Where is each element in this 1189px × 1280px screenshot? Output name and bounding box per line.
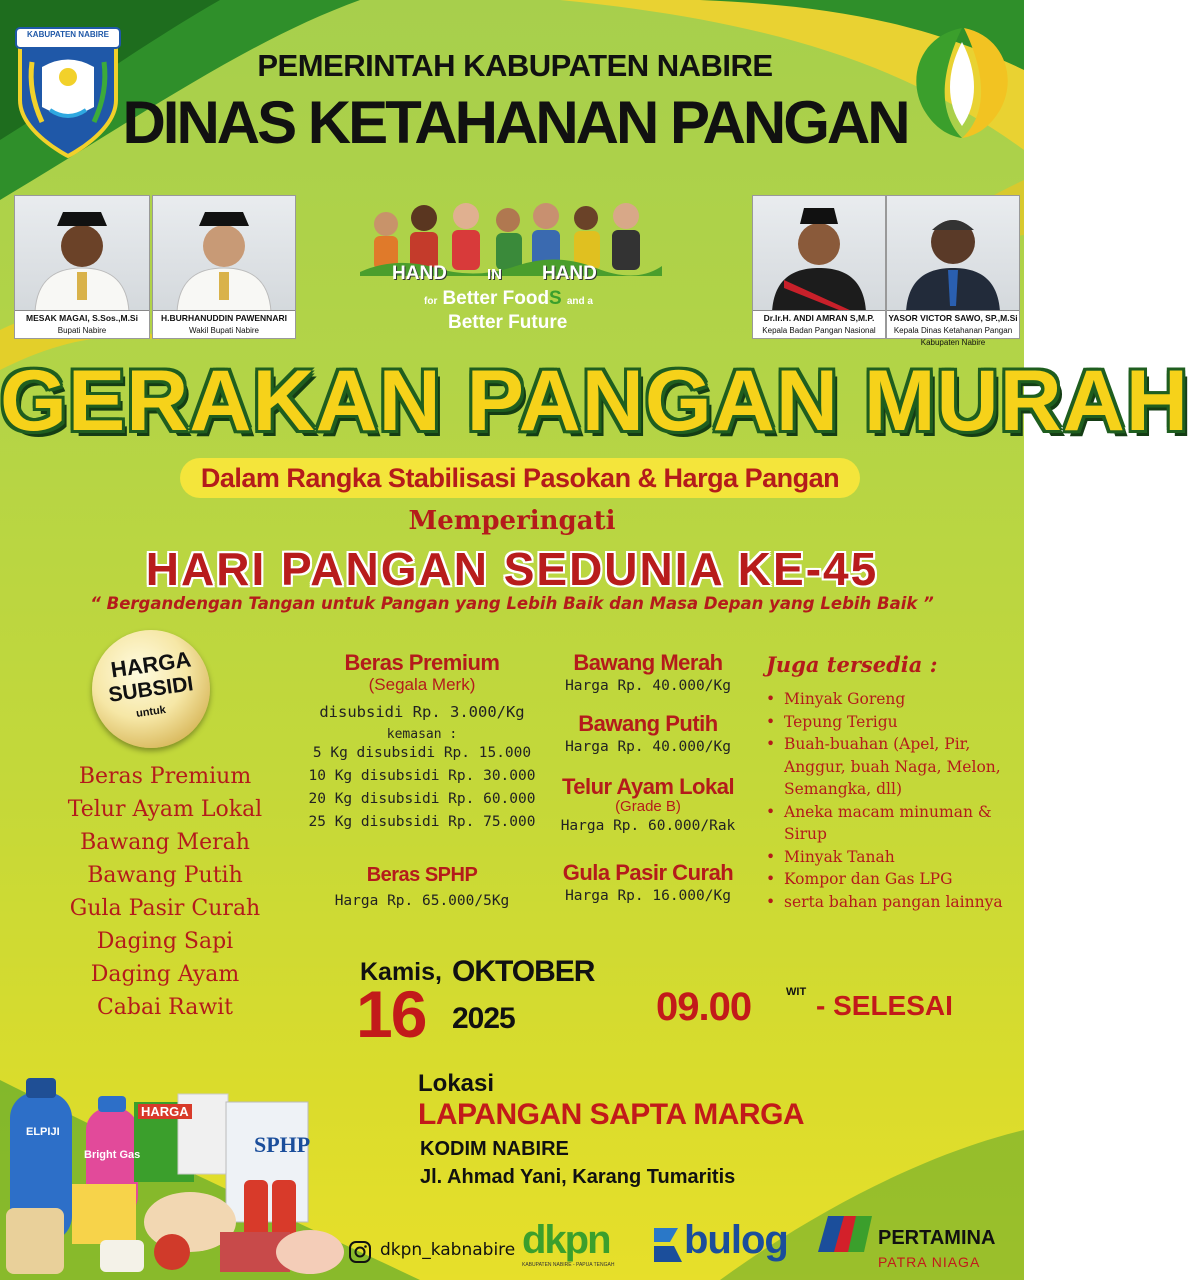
telur-title: Telur Ayam Lokal (561, 774, 735, 799)
bulog-icon (650, 1222, 686, 1266)
official-4-name: YASOR VICTOR SAWO, SP.,M.Si (888, 313, 1018, 323)
event-title: HARI PANGAN SEDUNIA KE-45 (145, 543, 879, 595)
subtitle-pill: Dalam Rangka Stabilisasi Pasokan & Harga Pangan (180, 458, 860, 498)
list-item: • Aneka macam minuman & Sirup (764, 801, 1014, 846)
official-2-title: Wakil Bupati Nabire (189, 326, 259, 335)
kabupaten-nabire-emblem (12, 22, 124, 162)
pertamina-logo: PERTAMINA (878, 1227, 996, 1249)
official-portrait-2 (169, 202, 279, 312)
official-portrait-1 (27, 202, 137, 312)
beras-sphp-title: Beras SPHP (366, 864, 478, 886)
official-1-title: Bupati Nabire (57, 326, 107, 335)
beras-sphp-price: Harga Rp. 65.000/5Kg (334, 893, 510, 909)
badge-line-2: SUBSIDI (107, 672, 195, 707)
list-item: Beras Premium (78, 764, 252, 789)
list-item: • Buah-buahan (Apel, Pir, Anggur, buah Naga, Melon, Semangka, dll) (764, 733, 1014, 801)
badge-line-3: untuk (135, 703, 167, 721)
header-agency: DINAS KETAHANAN PANGAN (122, 89, 908, 156)
beras-premium-sub: (Segala Merk) (368, 675, 476, 694)
gula-block (548, 860, 748, 904)
time-zone: WIT (786, 986, 807, 998)
theme-in: IN (486, 266, 502, 283)
harga-sign: HARGA (138, 1104, 192, 1119)
food-security-logo (906, 22, 1018, 142)
bright-gas-label: Bright Gas (84, 1149, 141, 1161)
telur-sub: (Grade B) (615, 798, 681, 815)
bawang-merah-block (548, 650, 748, 694)
bawang-putih-block (548, 711, 748, 755)
harga-subsidi-badge (92, 630, 210, 748)
instagram-icon (348, 1240, 372, 1264)
official-portrait-3 (764, 202, 874, 312)
list-item: • Kompor dan Gas LPG (764, 868, 1014, 891)
main-title: GERAKAN PANGAN MURAH (0, 353, 1189, 449)
location-label: Lokasi (418, 1070, 495, 1097)
list-item: • Tepung Terigu (764, 711, 1014, 734)
beras-premium-block (306, 650, 538, 834)
date-weekday: Kamis, (360, 958, 442, 986)
event-quote: “ Bergandengan Tangan untuk Pangan yang Lebih Baik dan Masa Depan yang Lebih Baik ” (90, 594, 934, 613)
bawang-putih-price: Harga Rp. 40.000/Kg (565, 739, 731, 755)
instagram-handle: dkpn_kabnabire (380, 1240, 516, 1260)
list-item: Bawang Putih (87, 863, 243, 888)
kemasan-label: kemasan : (386, 727, 458, 742)
official-1-name: MESAK MAGAI, S.Sos.,M.Si (26, 313, 138, 323)
header-government: PEMERINTAH KABUPATEN NABIRE (257, 48, 773, 83)
theme-hand-2: HAND (541, 263, 597, 284)
dkpn-logo: dkpn (522, 1218, 610, 1262)
list-item: Gula Pasir Curah (69, 896, 261, 921)
list-item: Bawang Merah (80, 830, 250, 855)
kemasan-row: 10 Kg disubsidi Rp. 30.000 (308, 768, 536, 784)
theme-better-food: Better Food (442, 288, 550, 309)
official-4-title: Kepala Dinas Ketahanan Pangan Kabupaten Nabire (893, 326, 1013, 347)
telur-price: Harga Rp. 60.000/Rak (560, 818, 736, 834)
pertamina-icon (818, 1206, 874, 1262)
dkpn-logo-sub: KABUPATEN NABIRE - PAPUA TENGAH (522, 1262, 615, 1268)
theme-and-a: and a (566, 296, 593, 307)
official-photo-4 (886, 195, 1020, 347)
juga-tersedia-list (764, 688, 1014, 913)
beras-premium-subsidy: disubsidi Rp. 3.000/Kg (319, 703, 525, 721)
theme-hand-in-hand (392, 262, 597, 285)
official-photo-3 (752, 195, 886, 339)
date-month: OKTOBER (452, 955, 595, 988)
official-3-title: Kepala Badan Pangan Nasional (762, 326, 876, 335)
gula-title: Gula Pasir Curah (562, 860, 734, 885)
theme-better-future: Better Future (448, 312, 568, 333)
bawang-merah-price: Harga Rp. 40.000/Kg (565, 678, 731, 694)
subsidized-items-list (40, 760, 290, 1024)
gula-price: Harga Rp. 16.000/Kg (565, 888, 731, 904)
emblem-label: KABUPATEN NABIRE (27, 30, 109, 39)
official-2-name: H.BURHANUDDIN PAWENNARI (161, 313, 287, 323)
kemasan-row: 25 Kg disubsidi Rp. 75.000 (308, 814, 536, 830)
official-3-name: Dr.Ir.H. ANDI AMRAN S,M.P. (763, 313, 875, 323)
official-portrait-4 (898, 202, 1008, 312)
list-item: • Minyak Tanah (764, 846, 1014, 869)
theme-tagline (424, 288, 593, 310)
time-end: - SELESAI (816, 990, 953, 1021)
list-item: Daging Sapi (96, 929, 234, 954)
theme-s: S (549, 288, 562, 309)
official-photo-1 (14, 195, 150, 339)
kemasan-row: 5 Kg disubsidi Rp. 15.000 (312, 745, 532, 761)
sphp-bag-label: SPHP (254, 1132, 311, 1157)
official-photo-2 (152, 195, 296, 339)
theme-hand-1: HAND (392, 263, 447, 284)
list-item: Telur Ayam Lokal (67, 797, 263, 822)
theme-for: for (424, 296, 438, 307)
list-item: • Minyak Goreng (764, 688, 1014, 711)
date-year: 2025 (452, 1002, 515, 1035)
telur-block (548, 774, 748, 834)
location-address: Jl. Ahmad Yani, Karang Tumaritis (420, 1166, 736, 1188)
patra-niaga-label: PATRA NIAGA (878, 1254, 981, 1270)
bulog-logo: bulog (684, 1218, 788, 1262)
time-start: 09.00 (656, 985, 752, 1029)
badge-line-1: HARGA (109, 646, 193, 683)
beras-sphp-block (306, 864, 538, 909)
bawang-merah-title: Bawang Merah (573, 650, 723, 675)
bawang-putih-title: Bawang Putih (578, 711, 718, 736)
location-org: KODIM NABIRE (420, 1138, 569, 1160)
date-day: 16 (356, 977, 426, 1051)
juga-tersedia-title: Juga tersedia : (766, 652, 938, 677)
beras-premium-title: Beras Premium (344, 650, 500, 675)
memperingati-label: Memperingati (408, 506, 616, 536)
location-place: LAPANGAN SAPTA MARGA (418, 1098, 805, 1131)
kemasan-row: 20 Kg disubsidi Rp. 60.000 (308, 791, 536, 807)
list-item: Cabai Rawit (96, 995, 234, 1020)
elpiji-label: ELPIJI (26, 1126, 60, 1138)
list-item: Daging Ayam (90, 962, 240, 987)
list-item: • serta bahan pangan lainnya (764, 891, 1014, 914)
